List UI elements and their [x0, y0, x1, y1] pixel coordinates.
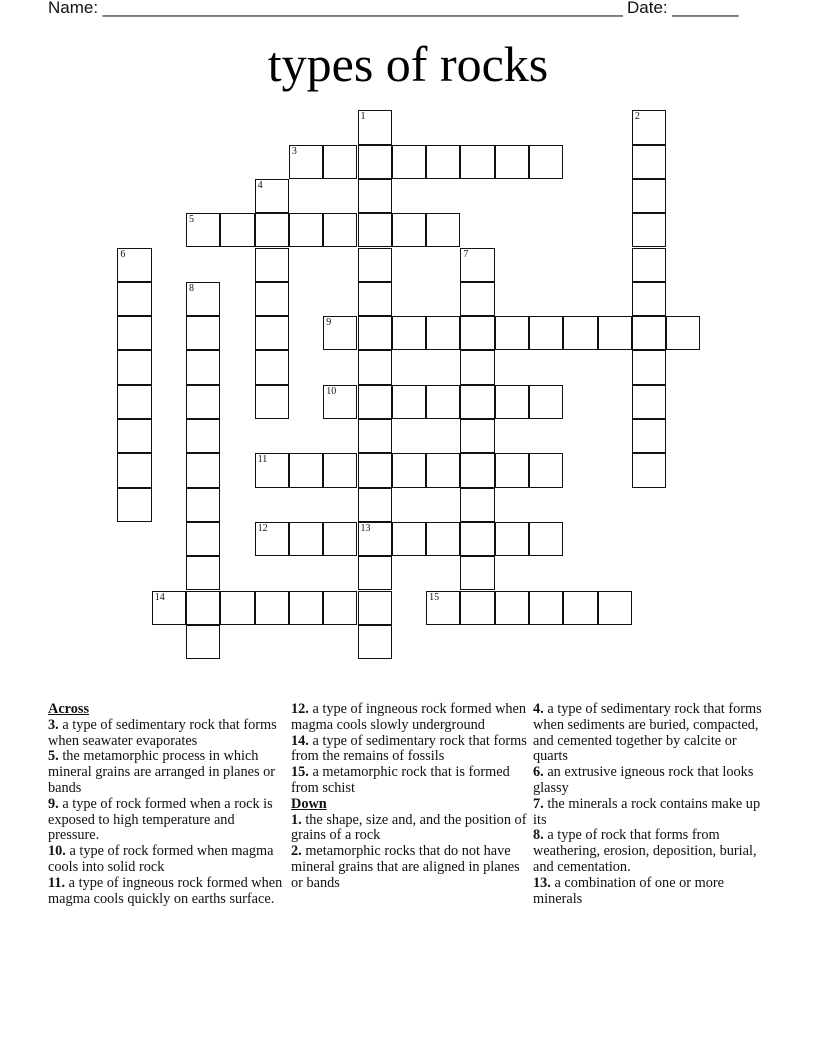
- grid-cell[interactable]: [358, 316, 392, 350]
- grid-cell[interactable]: [495, 522, 529, 556]
- grid-cell[interactable]: [426, 316, 460, 350]
- grid-cell[interactable]: [323, 385, 357, 419]
- grid-cell[interactable]: [495, 385, 529, 419]
- grid-cell[interactable]: [186, 488, 220, 522]
- grid-cell[interactable]: [152, 591, 186, 625]
- grid-cell[interactable]: [632, 248, 666, 282]
- grid-cell[interactable]: [632, 213, 666, 247]
- grid-number: 3: [291, 145, 297, 157]
- grid-number: 11: [257, 454, 268, 466]
- grid-number: 13: [360, 522, 371, 534]
- grid-cell[interactable]: [255, 385, 289, 419]
- grid-cell[interactable]: [358, 591, 392, 625]
- date-field-label: Date: _______: [627, 0, 739, 17]
- grid-number: 12: [257, 522, 268, 534]
- grid-cell[interactable]: [358, 419, 392, 453]
- clue-text: the shape, size and, and the position of grains of a rock: [291, 811, 527, 844]
- grid-number: 1: [360, 111, 366, 123]
- grid-number: 15: [429, 591, 440, 603]
- grid-cell[interactable]: [186, 385, 220, 419]
- clue-number: 7.: [533, 795, 544, 812]
- grid-cell[interactable]: [563, 316, 597, 350]
- grid-cell[interactable]: [186, 453, 220, 487]
- grid-cell[interactable]: [598, 316, 632, 350]
- clue-number: 5.: [48, 748, 59, 765]
- grid-cell[interactable]: [323, 213, 357, 247]
- grid-cell[interactable]: [255, 213, 289, 247]
- grid-cell[interactable]: [460, 556, 494, 590]
- grid-cell[interactable]: [529, 385, 563, 419]
- grid-cell[interactable]: [460, 282, 494, 316]
- clue-across-11: [48, 876, 284, 908]
- grid-cell[interactable]: [255, 316, 289, 350]
- grid-cell[interactable]: [255, 453, 289, 487]
- grid-number: 5: [189, 214, 194, 226]
- grid-cell[interactable]: [460, 316, 494, 350]
- grid-cell[interactable]: [117, 282, 151, 316]
- grid-cell[interactable]: [426, 453, 460, 487]
- grid-cell[interactable]: [323, 316, 357, 350]
- grid-cell[interactable]: [323, 453, 357, 487]
- grid-cell[interactable]: [323, 591, 357, 625]
- grid-cell[interactable]: [426, 591, 460, 625]
- grid-cell[interactable]: [358, 248, 392, 282]
- clue-number: 2.: [291, 843, 302, 860]
- clue-number: 15.: [291, 764, 309, 781]
- grid-cell[interactable]: [426, 522, 460, 556]
- clue-text: a combination of one or more minerals: [533, 874, 724, 907]
- grid-cell[interactable]: [598, 591, 632, 625]
- grid-cell[interactable]: [495, 453, 529, 487]
- clue-text: a type of rock formed when a rock is exposed to high temperature and pressure.: [48, 795, 273, 844]
- grid-cell[interactable]: [255, 522, 289, 556]
- grid-cell[interactable]: [117, 488, 151, 522]
- grid-cell[interactable]: [289, 145, 323, 179]
- clues-column-2: [291, 702, 527, 892]
- grid-cell[interactable]: [392, 316, 426, 350]
- clue-text: a type of ingneous rock formed when magma cools slowly underground: [291, 701, 527, 733]
- grid-cell[interactable]: [666, 316, 700, 350]
- clue-text: a type of sedimentary rock that forms from the remains of fossils: [291, 732, 527, 765]
- grid-cell[interactable]: [426, 145, 460, 179]
- grid-cell[interactable]: [220, 591, 254, 625]
- grid-cell[interactable]: [426, 213, 460, 247]
- clue-number: 6.: [533, 764, 544, 781]
- grid-cell[interactable]: [358, 145, 392, 179]
- grid-number: 4: [257, 179, 263, 191]
- grid-cell[interactable]: [186, 419, 220, 453]
- grid-cell[interactable]: [117, 350, 151, 384]
- grid-cell[interactable]: [358, 453, 392, 487]
- grid-cell[interactable]: [632, 179, 666, 213]
- grid-number: 6: [120, 248, 126, 260]
- clues-column-3: [533, 702, 769, 907]
- grid-number: 7: [463, 248, 469, 260]
- name-field-label: Name: _______________________________________________________: [48, 0, 623, 17]
- clue-across-15: [291, 765, 527, 797]
- grid-cell[interactable]: [358, 282, 392, 316]
- grid-cell[interactable]: [358, 213, 392, 247]
- grid-cell[interactable]: [255, 248, 289, 282]
- grid-cell[interactable]: [186, 316, 220, 350]
- grid-cell[interactable]: [358, 556, 392, 590]
- clue-down-1: [291, 813, 527, 845]
- grid-cell[interactable]: [460, 591, 494, 625]
- clue-text: the minerals a rock contains make up its: [533, 795, 761, 828]
- grid-cell[interactable]: [460, 145, 494, 179]
- clue-text: a type of sedimentary rock that forms when seawater evaporates: [48, 716, 277, 749]
- grid-cell[interactable]: [186, 213, 220, 247]
- grid-cell[interactable]: [289, 522, 323, 556]
- grid-cell[interactable]: [460, 419, 494, 453]
- grid-cell[interactable]: [220, 213, 254, 247]
- grid-cell[interactable]: [392, 522, 426, 556]
- grid-cell[interactable]: [392, 453, 426, 487]
- grid-number: 14: [154, 591, 165, 603]
- clue-across-10: [48, 844, 284, 876]
- grid-cell[interactable]: [323, 145, 357, 179]
- grid-cell[interactable]: [460, 488, 494, 522]
- grid-cell[interactable]: [255, 591, 289, 625]
- grid-cell[interactable]: [529, 522, 563, 556]
- clue-across-3: [48, 718, 284, 750]
- across-heading: Across: [48, 701, 90, 717]
- grid-cell[interactable]: [358, 488, 392, 522]
- clue-number: 14.: [291, 732, 309, 749]
- clue-across-9: [48, 797, 284, 844]
- grid-cell[interactable]: [529, 145, 563, 179]
- grid-cell[interactable]: [186, 591, 220, 625]
- grid-cell[interactable]: [632, 453, 666, 487]
- clue-text: the metamorphic process in which mineral grains are arranged in planes or bands: [48, 748, 276, 796]
- grid-number: 9: [326, 317, 332, 329]
- grid-number: 8: [189, 282, 194, 294]
- grid-number: 10: [326, 385, 337, 397]
- grid-cell[interactable]: [632, 110, 666, 144]
- clue-number: 4.: [533, 701, 544, 717]
- clue-down-6: [533, 765, 769, 797]
- clue-number: 11.: [48, 874, 66, 891]
- grid-cell[interactable]: [117, 419, 151, 453]
- clue-across-14: [291, 734, 527, 766]
- grid-cell[interactable]: [392, 145, 426, 179]
- grid-cell[interactable]: [255, 179, 289, 213]
- clue-down-13: [533, 876, 769, 908]
- clue-across-5: [48, 749, 284, 796]
- clue-number: 12.: [291, 701, 309, 717]
- clue-text: an extrusive igneous rock that looks glassy: [533, 764, 754, 796]
- clue-number: 10.: [48, 843, 66, 860]
- grid-cell[interactable]: [186, 625, 220, 659]
- clue-text: a type of rock formed when magma cools into solid rock: [48, 843, 274, 875]
- clue-number: 1.: [291, 811, 302, 828]
- grid-cell[interactable]: [495, 591, 529, 625]
- clue-text: a type of sedimentary rock that forms when sediments are buried, compacted, and cemented together by calcite or quarts: [533, 701, 762, 765]
- grid-cell[interactable]: [632, 282, 666, 316]
- grid-cell[interactable]: [460, 453, 494, 487]
- grid-cell[interactable]: [186, 556, 220, 590]
- grid-cell[interactable]: [255, 350, 289, 384]
- grid-cell[interactable]: [358, 522, 392, 556]
- grid-cell[interactable]: [632, 145, 666, 179]
- grid-cell[interactable]: [289, 453, 323, 487]
- clue-down-8: [533, 828, 769, 875]
- down-heading: Down: [291, 795, 327, 812]
- clues-column-1: [48, 702, 284, 907]
- grid-cell[interactable]: [186, 350, 220, 384]
- grid-cell[interactable]: [495, 316, 529, 350]
- clue-down-7: [533, 797, 769, 829]
- grid-cell[interactable]: [460, 522, 494, 556]
- grid-cell[interactable]: [495, 145, 529, 179]
- grid-cell[interactable]: [117, 453, 151, 487]
- grid-cell[interactable]: [632, 385, 666, 419]
- grid-cell[interactable]: [117, 248, 151, 282]
- grid-cell[interactable]: [563, 591, 597, 625]
- grid-cell[interactable]: [358, 625, 392, 659]
- grid-cell[interactable]: [117, 385, 151, 419]
- page-title: types of rocks: [267, 36, 549, 92]
- clue-number: 8.: [533, 827, 544, 844]
- grid-cell[interactable]: [529, 316, 563, 350]
- grid-cell[interactable]: [358, 385, 392, 419]
- clue-number: 9.: [48, 795, 59, 812]
- grid-cell[interactable]: [529, 591, 563, 625]
- grid-cell[interactable]: [358, 179, 392, 213]
- clue-text: a type of rock that forms from weathering, erosion, deposition, burial, and cementation.: [533, 827, 757, 875]
- grid-cell[interactable]: [632, 419, 666, 453]
- grid-cell[interactable]: [460, 248, 494, 282]
- grid-cell[interactable]: [255, 282, 289, 316]
- clue-down-2: [291, 844, 527, 891]
- grid-cell[interactable]: [392, 385, 426, 419]
- grid-cell[interactable]: [632, 350, 666, 384]
- clue-number: 3.: [48, 716, 59, 733]
- grid-cell[interactable]: [323, 522, 357, 556]
- clue-text: metamorphic rocks that do not have mineral grains that are aligned in planes or bands: [291, 843, 520, 891]
- grid-cell[interactable]: [117, 316, 151, 350]
- grid-cell[interactable]: [426, 385, 460, 419]
- clue-number: 13.: [533, 874, 551, 891]
- grid-cell[interactable]: [358, 350, 392, 384]
- grid-cell[interactable]: [186, 522, 220, 556]
- grid-cell[interactable]: [529, 453, 563, 487]
- clue-across-12: [291, 702, 527, 734]
- grid-cell[interactable]: [460, 385, 494, 419]
- clue-down-4: [533, 702, 769, 765]
- grid-cell[interactable]: [460, 350, 494, 384]
- clue-text: a type of ingneous rock formed when magma cools quickly on earths surface.: [48, 874, 283, 907]
- grid-cell[interactable]: [186, 282, 220, 316]
- grid-cell[interactable]: [289, 213, 323, 247]
- grid-cell[interactable]: [632, 316, 666, 350]
- grid-number: 2: [634, 111, 640, 123]
- grid-cell[interactable]: [392, 213, 426, 247]
- grid-cell[interactable]: [358, 110, 392, 144]
- clue-text: a metamorphic rock that is formed from schist: [291, 764, 510, 796]
- grid-cell[interactable]: [289, 591, 323, 625]
